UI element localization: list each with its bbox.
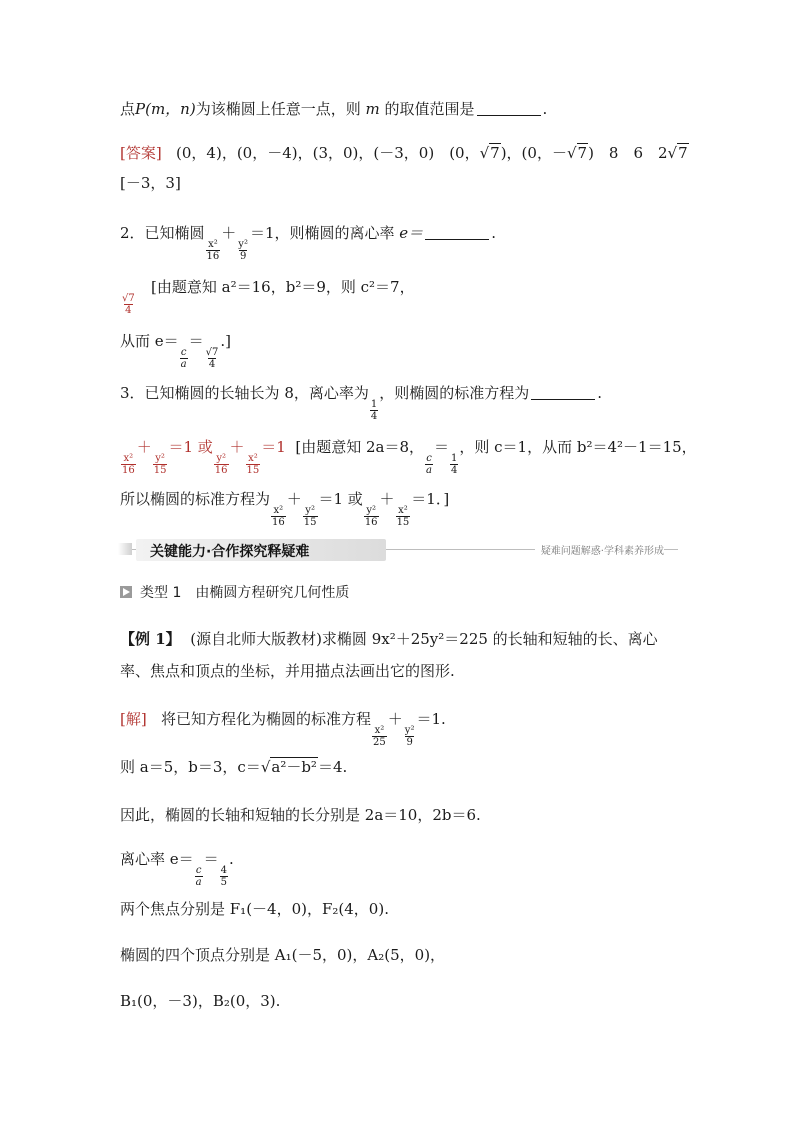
solution-line3 [120, 804, 481, 826]
solution-s2a: 则 a＝5，b＝3，c＝ [120, 758, 261, 776]
q2-lead: 2．已知椭圆 [120, 224, 205, 242]
type-heading [120, 582, 349, 604]
example-line1: (源自北师大版教材)求椭圆 9x²＋25y²＝225 的长轴和短轴的长、离心 [190, 630, 658, 648]
frac-1-4: $\frac{1}{4}$ [451, 453, 458, 476]
banner-title: 关键能力·合作探究释疑难 [150, 544, 310, 560]
q1-prefix: 点 [120, 100, 136, 118]
frac-y2-9: $\frac{\text{y²}}{9}$ [238, 239, 248, 262]
answer-2 [120, 276, 415, 316]
q3-end: . [597, 384, 603, 402]
frac-x2-16: $\frac{\text{x²}}{16}$ [206, 239, 220, 262]
sqrt-7-b: √7 [566, 144, 588, 162]
q2-end: . [491, 224, 496, 242]
sqrt-a2-b2: √a²－b² [260, 758, 317, 776]
a3-expl1b: ，则 c＝1，从而 b²＝4²－1＝15， [459, 438, 697, 456]
example-line2: 率、焦点和顶点的坐标，并用描点法画出它的图形. [120, 662, 455, 680]
eq: ＝ [188, 332, 204, 350]
answer1-items: (0，4)，(0，－4)，(3，0)，(－3，0) (0， [176, 144, 480, 162]
a2-expl2b: .] [220, 332, 231, 350]
q1-var-m: m [365, 100, 380, 118]
frac-sqrt7-4: $\frac{√7}{4}$ [205, 347, 219, 370]
play-triangle-icon [120, 586, 132, 598]
plus: ＋ [221, 224, 237, 242]
answer-1 [120, 142, 689, 164]
answer1-range: [－3，3] [120, 174, 181, 192]
solution-line1: [解] 将已知方程化为椭圆的标准方程 $\frac{\text{x²}}{25}$ ＋ $\frac{\text{y²}}{9}$ ＝1. [120, 710, 446, 748]
frac-c-a: $\frac{c}{a}$ [180, 347, 187, 370]
frac-1-4: $\frac{1}{4}$ [370, 399, 378, 422]
answer-blank [531, 385, 595, 400]
answer3-red: $\frac{\text{x²}}{16}$ ＋ $\frac{\text{y²}}{15}$ ＝1 或 $\frac{\text{y²}}{16}$ ＋ $\frac{\text{x²}}{15}$ ＝1 [122, 438, 286, 476]
question-1-tail [120, 98, 547, 120]
example-1-line2 [120, 660, 455, 682]
a2-expl1: [由题意知 a²＝16，b²＝9，则 c²＝7， [151, 278, 415, 296]
q3-text1: 3．已知椭圆的长轴长为 8，离心率为 [120, 384, 369, 402]
sqrt-7-c: √7 [667, 144, 688, 162]
solution-s1-end: ＝1. [416, 710, 446, 728]
answer-1-line2 [120, 172, 181, 194]
eq: ＝ [434, 438, 450, 456]
q1-text: 为该椭圆上任意一点，则 [195, 100, 361, 118]
sqrt-7-a: √7 [479, 144, 500, 162]
example-1-line1 [120, 628, 658, 650]
q1-point: P(m，n) [135, 100, 196, 118]
answer-blank [425, 225, 489, 240]
answer-tag: [答案] [120, 144, 162, 162]
solution-line7 [120, 990, 280, 1012]
solution-s6: 椭圆的四个顶点分别是 A₁(－5，0)，A₂(5，0)， [120, 946, 446, 964]
solution-s2b: ＝4. [317, 758, 348, 776]
answer1-tail: ) 8 6 2 [588, 144, 668, 162]
solution-s4a: 离心率 e＝ [120, 850, 194, 868]
q2-text: ＝1，则椭圆的离心率 [249, 224, 395, 242]
q1-end: . [542, 100, 548, 118]
answer1-mid: )，(0，－ [500, 144, 567, 162]
answer-blank [477, 101, 541, 116]
a3-expl2a: 所以椭圆的标准方程为 [120, 490, 271, 508]
answer-3-line2: 所以椭圆的标准方程为 $\frac{\text{x²}}{16}$ ＋ $\frac{\text{y²}}{15}$ ＝1 或 $\frac{\text{y²}}{16}$ ＋ $\frac{\text{x²}}{15}$ ＝1．] [120, 490, 450, 528]
solution-line2 [120, 756, 347, 778]
q2-e: e＝ [399, 224, 424, 242]
type-label: 类型 1 由椭圆方程研究几何性质 [140, 585, 350, 601]
a2-expl2a: 从而 e＝ [120, 332, 179, 350]
q3-text2: ，则椭圆的标准方程为 [379, 384, 530, 402]
solution-s1: 将已知方程化为椭圆的标准方程 [161, 710, 372, 728]
frac-c-a: $\frac{c}{a}$ [426, 453, 432, 476]
solution-line5 [120, 898, 389, 920]
solution-line4: 离心率 e＝ $\frac{c}{a}$ ＝ $\frac{4}{5}$ . [120, 850, 234, 888]
question-2 [120, 222, 496, 262]
solution-tag: [解] [120, 710, 147, 728]
question-3 [120, 382, 602, 422]
answer-3 [120, 436, 697, 476]
answer-2-line2 [120, 330, 231, 370]
frac-sqrt7-4: $\frac{√7}{4}$ [122, 293, 135, 316]
q1-text2: 的取值范围是 [384, 100, 475, 118]
solution-s4-end: . [229, 850, 234, 868]
solution-s3: 因此，椭圆的长轴和短轴的长分别是 2a＝10，2b＝6. [120, 806, 481, 824]
a3-expl1: [由题意知 2a＝8， [295, 438, 425, 456]
solution-line6 [120, 944, 445, 966]
a3-expl2b: ＝1．] [411, 490, 450, 508]
banner-subtitle: 疑难问题解惑·学科素养形成 [535, 542, 664, 557]
example-tag: 【例 1】 [120, 630, 181, 648]
section-banner [118, 537, 678, 563]
solution-s7: B₁(0，－3)，B₂(0，3). [120, 992, 281, 1010]
solution-s5: 两个焦点分别是 F₁(－4，0)，F₂(4，0). [120, 900, 389, 918]
